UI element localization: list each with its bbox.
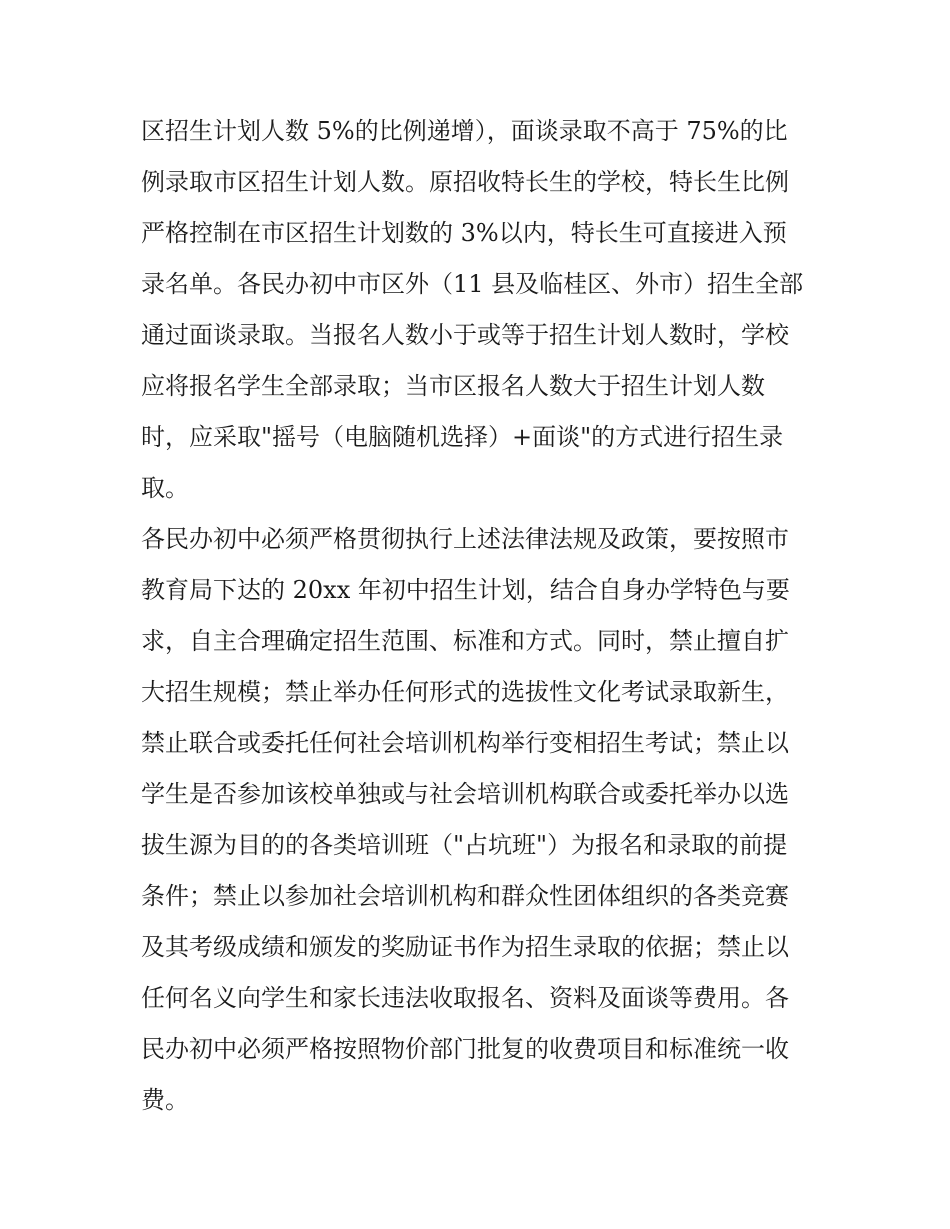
text-line: 大招生规模；禁止举办任何形式的选拔性文化考试录取新生， [141,678,789,706]
text-line: 学生是否参加该校单独或与社会培训机构联合或委托举办以选 [141,780,789,808]
text-line: 各民办初中必须严格贯彻执行上述法律法规及政策，要按照市 [141,525,789,553]
text-line: 任何名义向学生和家长违法收取报名、资料及面谈等费用。各 [141,984,789,1012]
text-line: 区招生计划人数 5%的比例递增），面谈录取不高于 75%的比 [141,117,788,145]
text-line: 教育局下达的 20xx 年初中招生计划，结合自身办学特色与要 [141,576,790,604]
text-line: 费。 [141,1086,189,1114]
text-line: 取。 [141,474,189,502]
text-line: 通过面谈录取。当报名人数小于或等于招生计划人数时，学校 [141,321,789,349]
text-line: 求，自主合理确定招生范围、标准和方式。同时，禁止擅自扩 [141,627,789,655]
text-line: 拔生源为目的的各类培训班（"占坑班"）为报名和录取的前提 [141,831,788,859]
text-line: 应将报名学生全部录取；当市区报名人数大于招生计划人数 [141,372,765,400]
text-line: 禁止联合或委托任何社会培训机构举行变相招生考试；禁止以 [141,729,789,757]
body-text [141,106,821,1126]
text-line: 条件；禁止以参加社会培训机构和群众性团体组织的各类竞赛 [141,882,789,910]
text-line: 例录取市区招生计划人数。原招收特长生的学校，特长生比例 [141,168,789,196]
paragraph-admission-rules [141,514,821,1126]
text-line: 录名单。各民办初中市区外（11 县及临桂区、外市）招生全部 [141,270,804,298]
text-line: 民办初中必须严格按照物价部门批复的收费项目和标准统一收 [141,1035,789,1063]
text-line: 时，应采取"摇号（电脑随机选择）+面谈"的方式进行招生录 [141,423,784,451]
paragraph-admission-ratio [141,106,821,514]
text-line: 及其考级成绩和颁发的奖励证书作为招生录取的依据；禁止以 [141,933,789,961]
text-line: 严格控制在市区招生计划数的 3%以内，特长生可直接进入预 [141,219,787,247]
